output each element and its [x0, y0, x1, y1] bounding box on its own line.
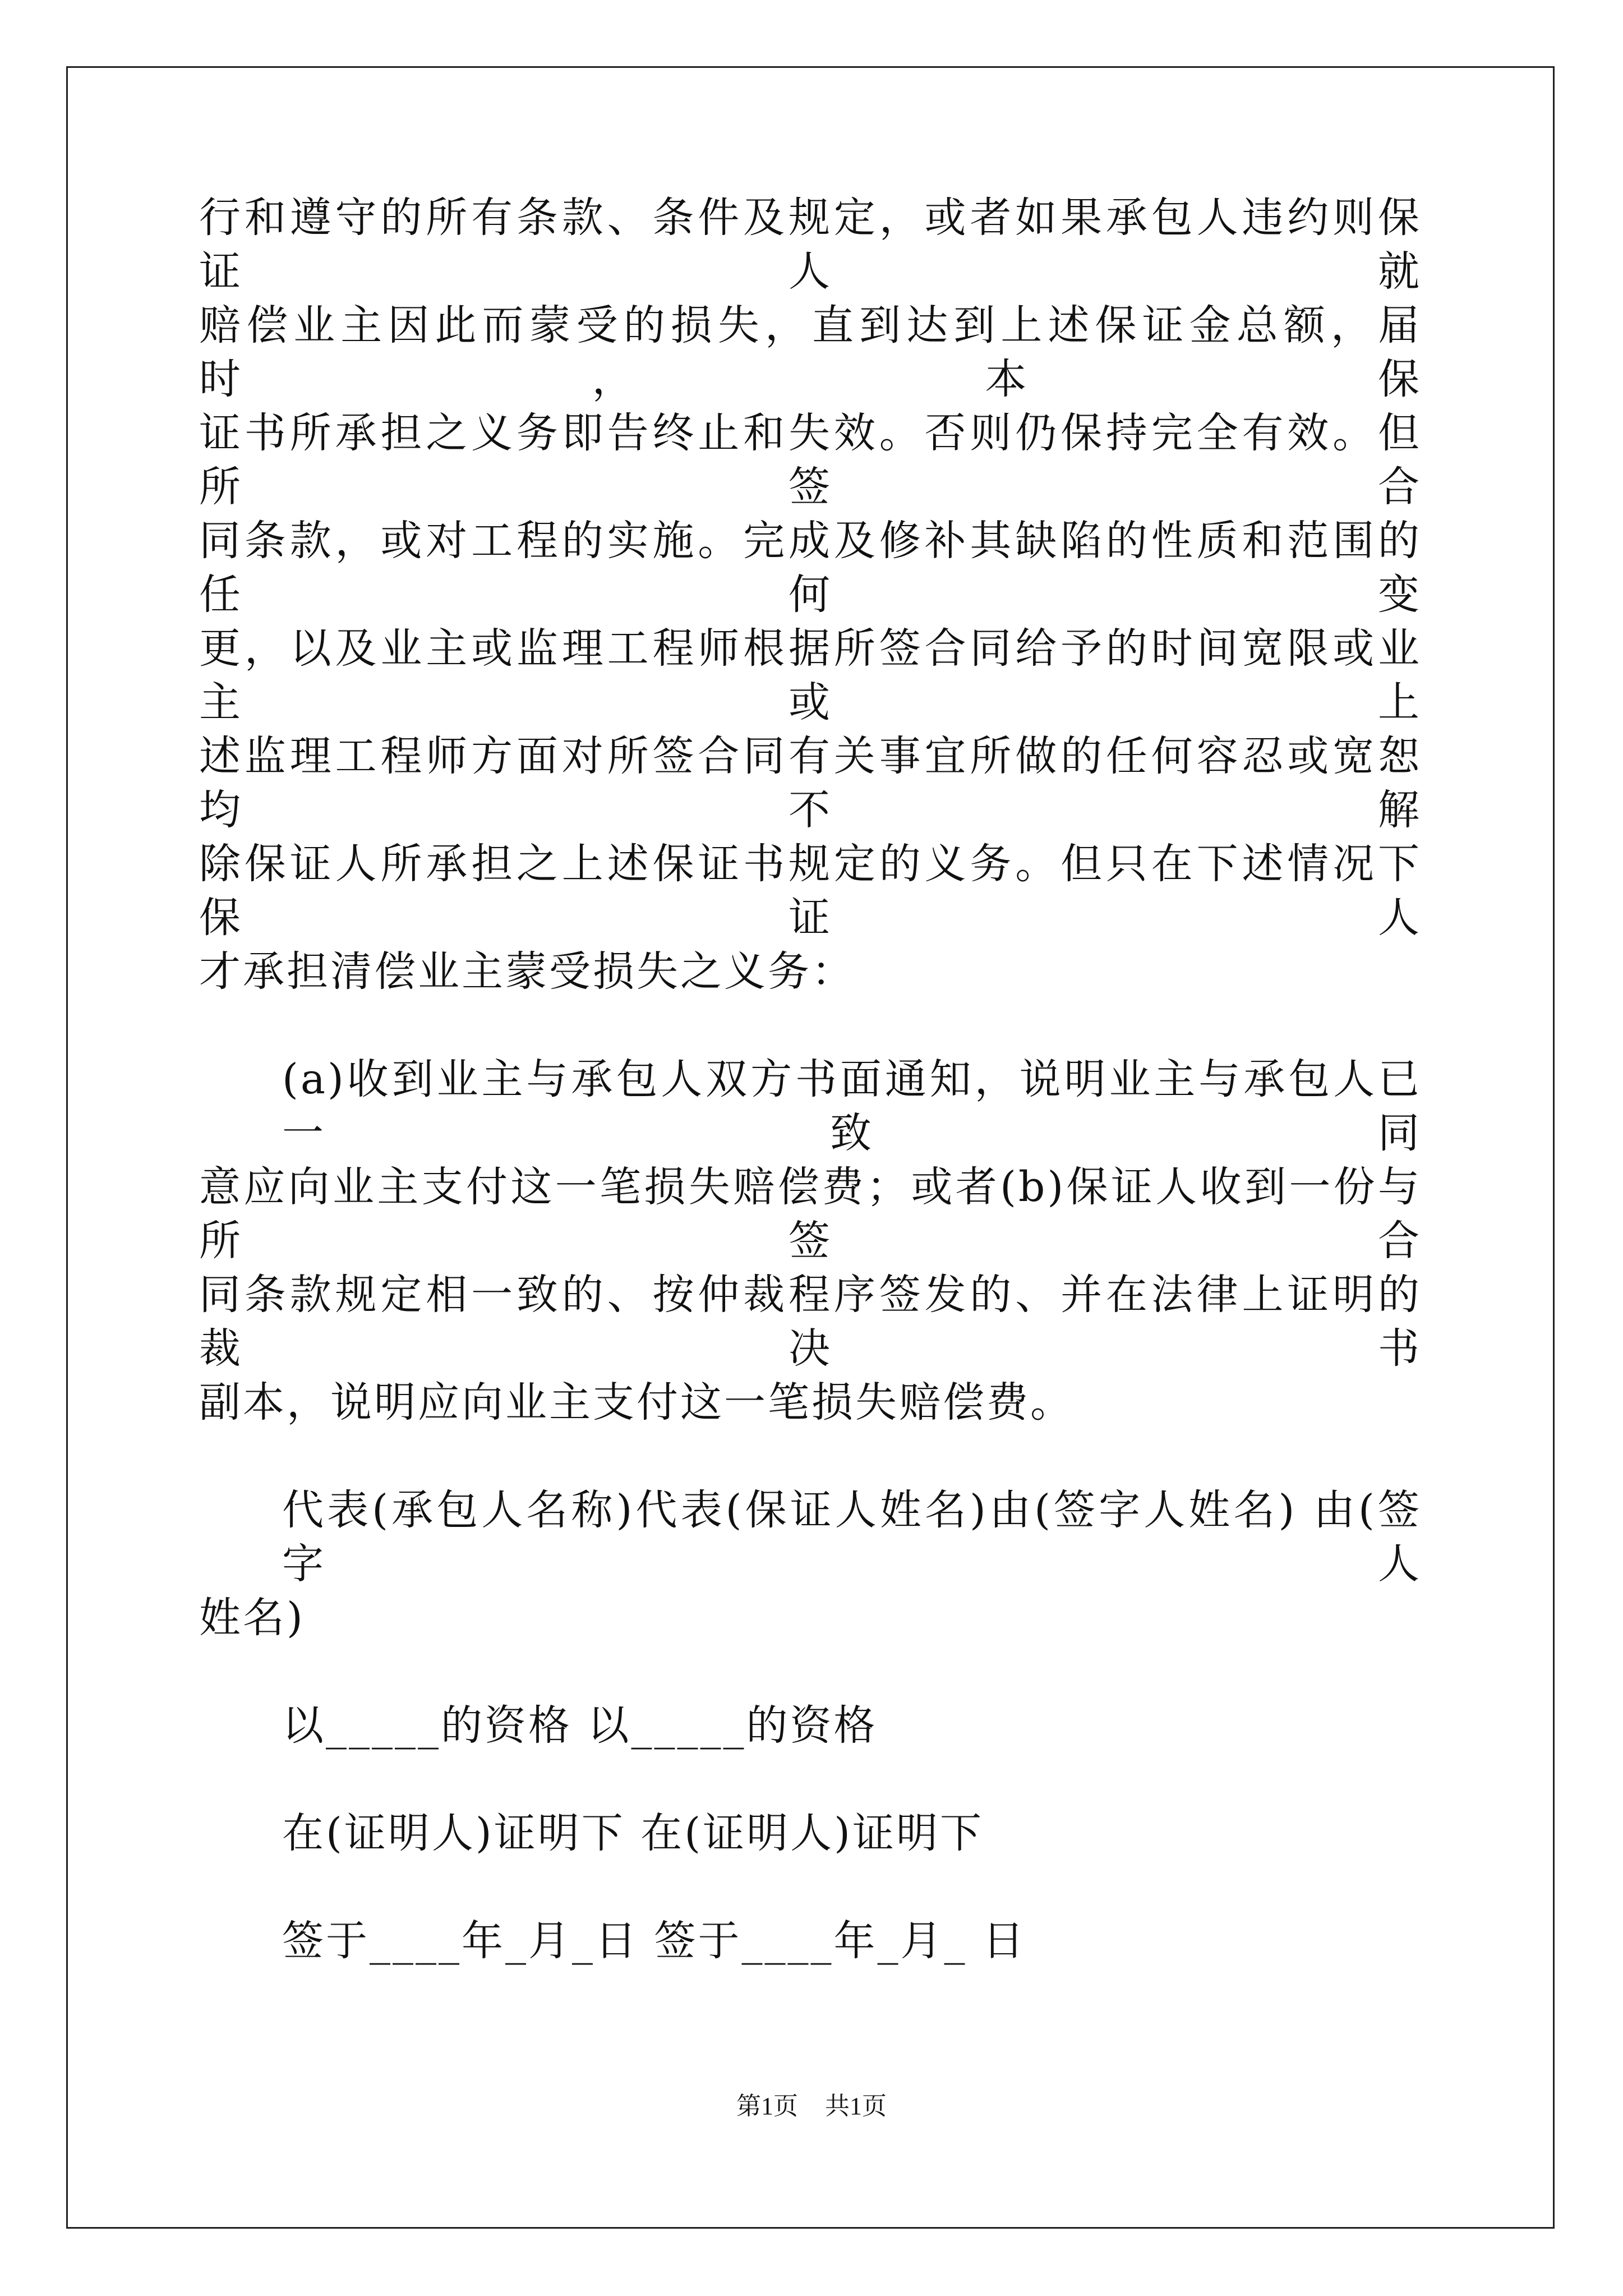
- body-line: 述监理工程师方面对所签合同有关事宜所做的任何容忍或宽恕均不解: [199, 732, 1422, 834]
- body-line: 姓名): [199, 1594, 305, 1642]
- body-line: 行和遵守的所有条款、条件及规定，或者如果承包人违约则保证人就: [199, 194, 1422, 296]
- body-line: 意应向业主支付这一笔损失赔偿费；或者(b)保证人收到一份与所签合: [199, 1163, 1422, 1265]
- page-footer: [0, 2091, 1623, 2122]
- body-line: (a)收到业主与承包人双方书面通知，说明业主与承包人已一致同: [282, 1055, 1422, 1157]
- signature-line: 以_____的资格 以_____的资格: [282, 1701, 878, 1750]
- signature-line: 签于____年_月_日 签于____年_月_ 日: [282, 1917, 1027, 1965]
- body-line: 同条款，或对工程的实施。完成及修补其缺陷的性质和范围的任何变: [199, 517, 1422, 619]
- page-total: 共1页: [825, 2092, 887, 2120]
- body-line: 代表(承包人名称)代表(保证人姓名)由(签字人姓名) 由(签字人: [282, 1486, 1422, 1588]
- body-line: 副本，说明应向业主支付这一笔损失赔偿费。: [199, 1378, 1074, 1427]
- body-line: 才承担清偿业主蒙受损失之义务：: [199, 947, 855, 996]
- body-line: 赔偿业主因此而蒙受的损失，直到达到上述保证金总额，届时，本保: [199, 301, 1422, 403]
- body-line: 同条款规定相一致的、按仲裁程序签发的、并在法律上证明的裁决书: [199, 1271, 1422, 1373]
- signature-line: 在(证明人)证明下 在(证明人)证明下: [282, 1809, 984, 1857]
- body-line: 更，以及业主或监理工程师根据所签合同给予的时间宽限或业主或上: [199, 624, 1422, 726]
- body-line: 除保证人所承担之上述保证书规定的义务。但只在下述情况下保证人: [199, 840, 1422, 942]
- page-number: 第1页: [736, 2092, 798, 2120]
- document-body: [199, 191, 1422, 2022]
- body-line: 证书所承担之义务即告终止和失效。否则仍保持完全有效。但所签合: [199, 409, 1422, 511]
